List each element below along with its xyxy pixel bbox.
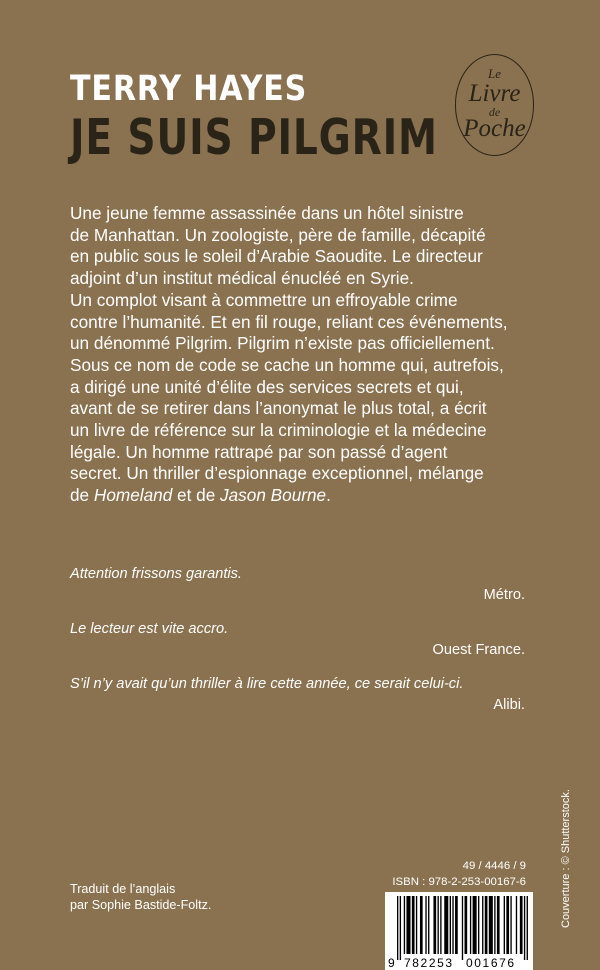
barcode-bar xyxy=(470,896,471,954)
quote-source: Ouest France. xyxy=(432,642,525,658)
barcode-bar xyxy=(425,896,426,954)
barcode-bar xyxy=(510,896,511,954)
barcode-bar xyxy=(406,896,410,954)
blurb-text-fragment: et de xyxy=(172,485,221,506)
barcode-bar xyxy=(452,896,453,954)
barcode-bar xyxy=(440,896,441,954)
barcode-bar xyxy=(400,896,401,960)
press-quote xyxy=(70,676,525,731)
logo-de: de xyxy=(488,105,501,119)
press-quote xyxy=(70,621,525,676)
barcode-bar xyxy=(504,896,505,954)
blurb-line: légale. Un homme rattrapé par son passé d’agent xyxy=(70,441,448,462)
logo-le: Le xyxy=(488,66,501,81)
blurb-line: de Manhattan. Un zoologiste, père de famille, décapité xyxy=(70,224,486,245)
barcode-bar xyxy=(497,896,500,954)
barcode-bar xyxy=(516,896,517,954)
barcode xyxy=(385,892,533,970)
blurb-line: contre l’humanité. Et en fil rouge, reliant ces événements, xyxy=(70,311,508,332)
barcode-left-digits: 782253 xyxy=(404,956,454,970)
barcode-bar xyxy=(485,896,488,954)
barcode-graphic xyxy=(385,892,533,970)
blurb-italic-title: Jason Bourne xyxy=(220,485,327,506)
barcode-bar xyxy=(527,896,528,960)
translator-note xyxy=(70,881,211,913)
blurb-last-line xyxy=(70,485,540,507)
barcode-bar xyxy=(433,896,436,954)
barcode-bar xyxy=(397,896,398,960)
publisher-logo xyxy=(455,54,534,156)
barcode-bar xyxy=(524,896,525,960)
quote-text: S’il n’y avait qu’un thriller à lire cette année, ce serait celui-ci. xyxy=(70,676,464,692)
author-name: TERRY HAYES xyxy=(70,69,308,109)
barcode-bar xyxy=(444,896,448,954)
barcode-bar xyxy=(494,896,495,954)
isbn-block xyxy=(392,858,526,890)
barcode-bar xyxy=(462,896,463,960)
barcode-bars xyxy=(397,896,528,960)
barcode-bar xyxy=(473,896,477,954)
blurb-line: un dénommé Pilgrim. Pilgrim n’existe pas officiellement. xyxy=(70,333,495,354)
barcode-bar xyxy=(482,896,483,954)
isbn-text: ISBN : 978-2-253-00167-6 xyxy=(392,876,526,888)
blurb-line: Une jeune femme assassinée dans un hôtel sinistre xyxy=(70,203,464,223)
blurb-line: adjoint d’un institut médical énucléé en Syrie. xyxy=(70,268,414,289)
translator-line: Traduit de l’anglais xyxy=(70,882,176,896)
barcode-lead-digit: 9 xyxy=(388,956,395,970)
barcode-bar xyxy=(489,896,493,954)
blurb-line: Sous ce nom de code se cache un homme qui, autrefois, xyxy=(70,354,504,375)
barcode-bar xyxy=(520,896,523,954)
barcode-bar xyxy=(428,896,429,954)
barcode-bar xyxy=(420,896,423,954)
barcode-bar xyxy=(412,896,415,954)
barcode-bar xyxy=(450,896,451,954)
barcode-bar xyxy=(465,896,468,954)
barcode-right-digits: 001676 xyxy=(466,956,516,970)
cover-credit: Couverture : © Shutterstock. xyxy=(560,789,572,928)
barcode-bar xyxy=(438,896,439,954)
barcode-bar xyxy=(404,896,405,954)
blurb-text-fragment: de xyxy=(70,485,94,506)
blurb-line: secret. Un thriller d’espionnage exceptionnel, mélange xyxy=(70,463,484,484)
barcode-bar xyxy=(416,896,417,954)
quote-text: Le lecteur est vite accro. xyxy=(70,621,229,637)
logo-poche: Poche xyxy=(463,115,526,142)
blurb-line: un livre de référence sur la criminologie et la médecine xyxy=(70,420,487,441)
blurb-line: a dirigé une unité d’élite des services secrets et qui, xyxy=(70,376,464,397)
blurb-line: avant de se retirer dans l’anonymat le plus total, a écrit xyxy=(70,398,487,419)
quote-source: Métro. xyxy=(483,587,525,603)
barcode-bar xyxy=(506,896,509,954)
catalog-code: 49 / 4446 / 9 xyxy=(462,860,526,872)
blurb-text-fragment: . xyxy=(326,485,331,506)
press-quotes xyxy=(70,566,525,731)
book-title: JE SUIS PILGRIM xyxy=(70,109,438,166)
barcode-bar xyxy=(455,896,458,954)
press-quote xyxy=(70,566,525,621)
quote-source: Alibi. xyxy=(493,697,525,713)
barcode-bar xyxy=(478,896,479,954)
blurb-italic-title: Homeland xyxy=(93,485,173,506)
quote-text: Attention frissons garantis. xyxy=(70,566,242,582)
blurb-line: en public sous le soleil d’Arabie Saoudite. Le directeur xyxy=(70,246,483,267)
logo-livre: Livre xyxy=(468,80,521,107)
blurb-line: Un complot visant à commettre un effroyable crime xyxy=(70,289,458,310)
translator-line: par Sophie Bastide-Foltz. xyxy=(70,898,212,912)
blurb-text xyxy=(70,203,540,507)
